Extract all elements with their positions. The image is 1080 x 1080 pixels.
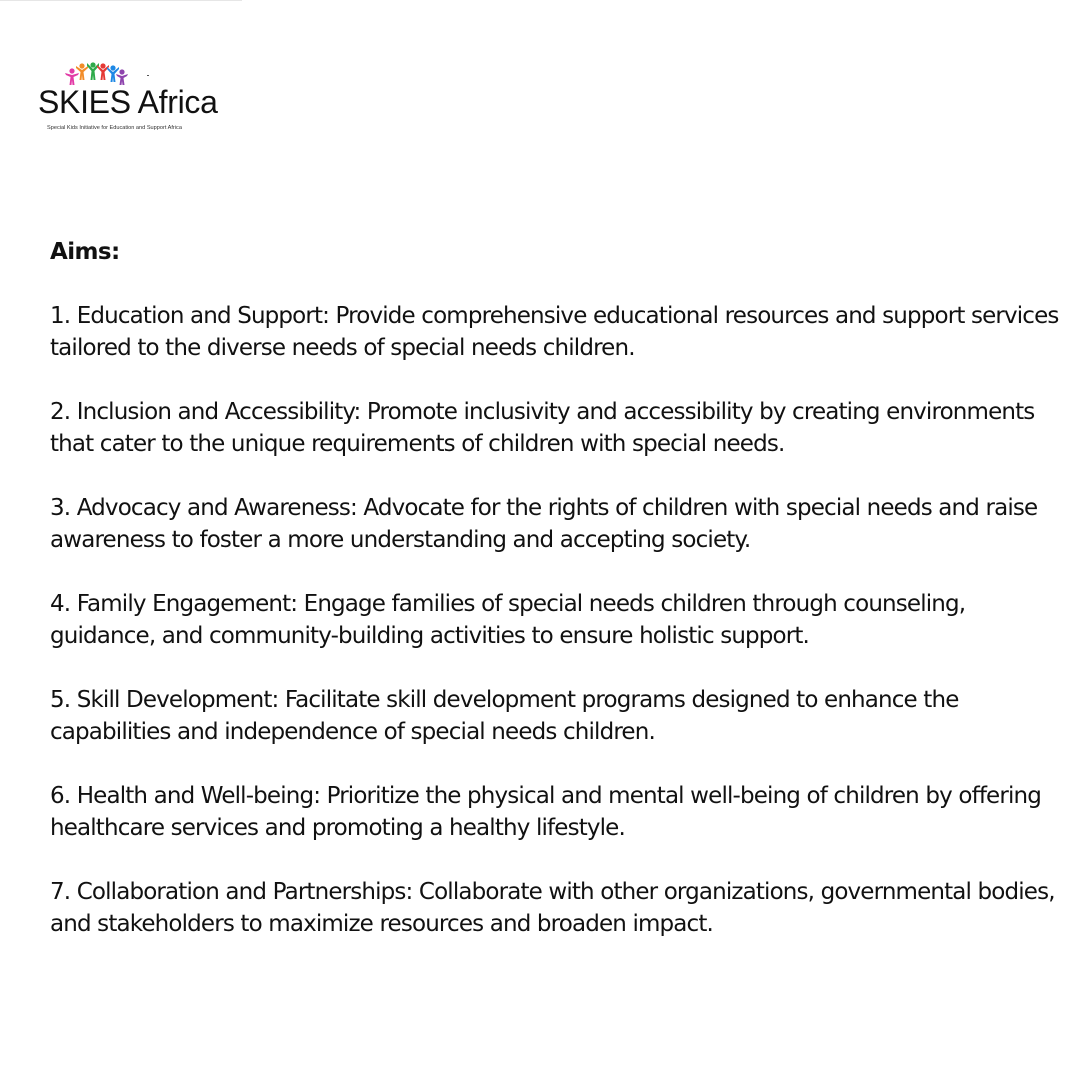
aims-list (50, 300, 1060, 940)
top-divider (0, 0, 242, 1)
aim-collaboration-partnerships: 7. Collaboration and Partnerships: Collaborate with other organizations, governmental bodies, and stakeholders to maximize resources and broaden impact. (50, 879, 1055, 937)
aims-heading: Aims: (50, 239, 120, 265)
aim-education-support: 1. Education and Support: Provide comprehensive educational resources and support services tailored to the diverse needs of special needs children. (50, 303, 1059, 361)
logo-mark-dot (147, 75, 149, 76)
logo-name: SKIES Africa (38, 84, 218, 120)
aim-inclusion-accessibility: 2. Inclusion and Accessibility: Promote inclusivity and accessibility by creating environments that cater to the unique requirements of children with special needs. (50, 399, 1035, 457)
logo (38, 60, 238, 140)
aim-skill-development: 5. Skill Development: Facilitate skill development programs designed to enhance the capabilities and independence of special needs children. (50, 687, 959, 745)
aim-family-engagement: 4. Family Engagement: Engage families of special needs children through counseling, guidance, and community-building activities to ensure holistic support. (50, 591, 966, 649)
aim-advocacy-awareness: 3. Advocacy and Awareness: Advocate for the rights of children with special needs and raise awareness to foster a more understanding and accepting society. (50, 495, 1038, 553)
aim-health-wellbeing: 6. Health and Well-being: Prioritize the physical and mental well-being of children by offering healthcare services and promoting a healthy lifestyle. (50, 783, 1041, 841)
logo-tagline: Special Kids Initiative for Education and Support Africa (47, 125, 182, 131)
aims-section (50, 236, 1060, 972)
